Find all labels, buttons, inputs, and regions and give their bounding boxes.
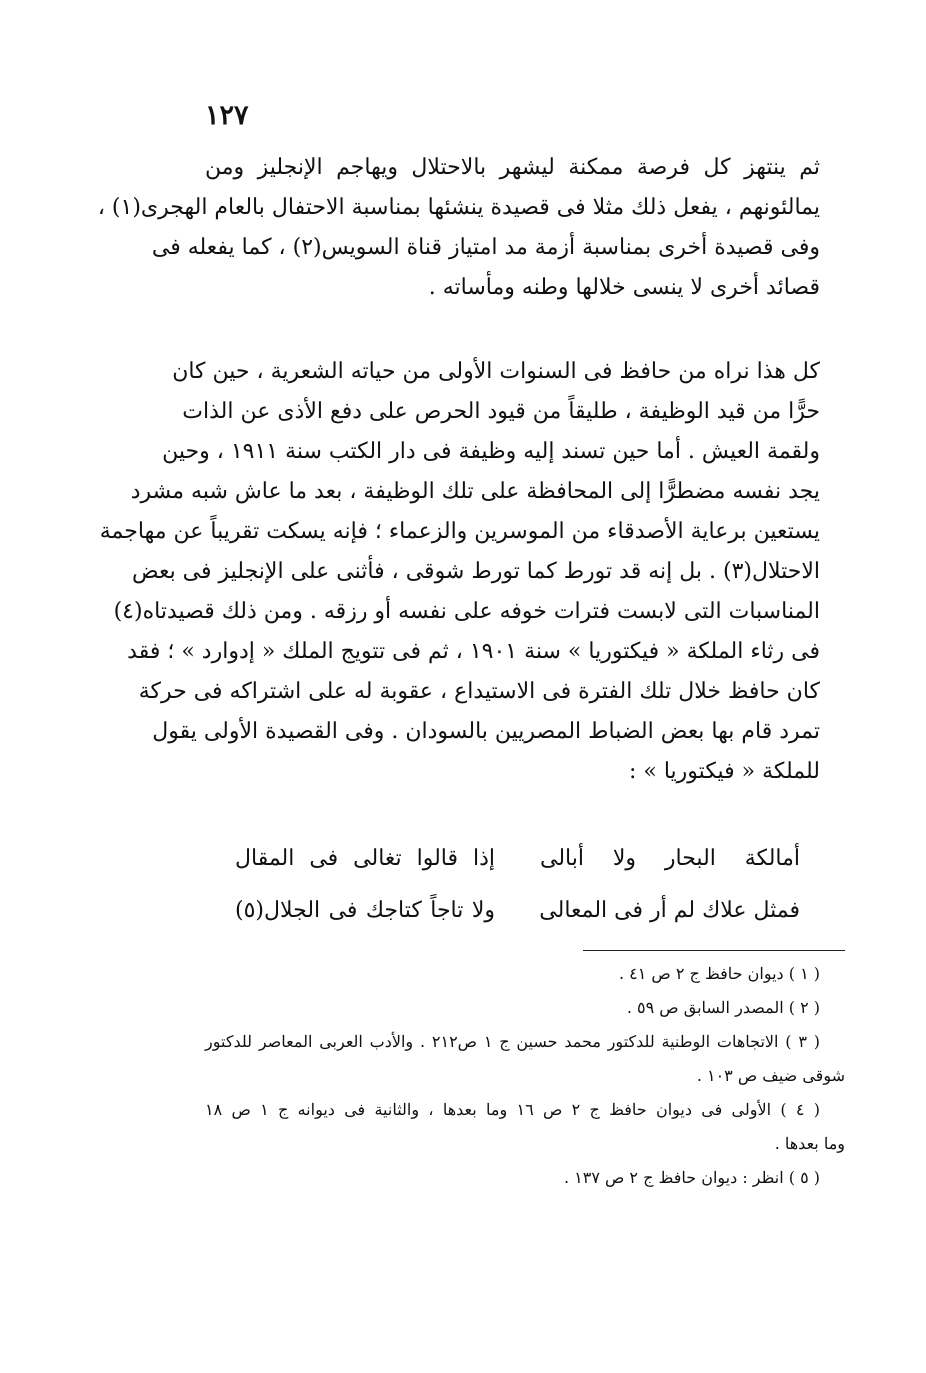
text-line: ولقمة العيش . أما حين تسند إليه وظيفة فى دار الكتب سنة ١٩١١ ، وحين — [162, 439, 820, 464]
text-line: يمالئونهم ، يفعل ذلك مثلا فى قصيدة ينشئها بمناسبة الاحتفال بالعام الهجرى(١) ، — [97, 195, 820, 220]
paragraph-2 — [99, 352, 820, 792]
verse-row — [235, 884, 800, 936]
footnote-divider — [583, 950, 845, 951]
verse-second-hemistich: إذا قالوا تغالى فى المقال — [235, 845, 495, 871]
footnote-3: ( ٣ ) الاتجاهات الوطنية للدكتور محمد حسين ج ١ ص٢١٢ . والأدب العربى المعاصر للدكتور — [205, 1032, 821, 1051]
footnote-5: ( ٥ ) انظر : ديوان حافظ ج ٢ ص ١٣٧ . — [563, 1168, 820, 1187]
text-line: كان حافظ خلال تلك الفترة فى الاستيداع ، عقوبة له على اشتراكه فى حركة — [138, 679, 820, 704]
verse-first-hemistich: فمثل علاك لم أر فى المعالى — [539, 897, 800, 923]
footnote-2: ( ٢ ) المصدر السابق ص ٥٩ . — [626, 998, 820, 1017]
text-line: يجد نفسه مضطرًّا إلى المحافظة على تلك الوظيفة ، بعد ما عاش شبه مشرد — [130, 479, 820, 504]
text-line: حرًّا من قيد الوظيفة ، طليقاً من قيود الحرص على دفع الأذى عن الذات — [182, 399, 820, 424]
text-line: وفى قصيدة أخرى بمناسبة أزمة مد امتياز قناة السويس(٢) ، كما يفعله فى — [151, 235, 820, 260]
text-line: قصائد أخرى لا ينسى خلالها وطنه ومأساته . — [428, 275, 820, 300]
verse-second-hemistich: ولا تاجاً كتاجك فى الجلال(٥) — [235, 897, 495, 923]
footnote-4: ( ٤ ) الأولى فى ديوان حافظ ج ٢ ص ١٦ وما بعدها ، والثانية فى ديوانه ج ١ ص ١٨ — [205, 1100, 821, 1119]
verse-row — [235, 832, 800, 884]
text-line: للملكة « فيكتوريا » : — [629, 759, 820, 784]
text-line: المناسبات التى لابست فترات خوفه على نفسه أو رزقه . ومن ذلك قصيدتاه(٤) — [113, 599, 820, 624]
footnote-4-continued: وما بعدها . — [774, 1134, 845, 1153]
text-line: فى رثاء الملكة « فيكتوريا » سنة ١٩٠١ ، ثم فى تتويج الملك « إدوارد » ؛ فقد — [127, 639, 820, 664]
footnote-1: ( ١ ) ديوان حافظ ج ٢ ص ٤١ . — [618, 964, 820, 983]
text-line: الاحتلال(٣) . بل إنه قد تورط كما تورط شوقى ، فأثنى على الإنجليز فى بعض — [132, 559, 820, 584]
poem-verses — [235, 832, 800, 936]
footnotes — [205, 957, 845, 1195]
paragraph-1 — [97, 148, 820, 308]
text-line: كل هذا نراه من حافظ فى السنوات الأولى من حياته الشعرية ، حين كان — [172, 359, 820, 384]
text-line: يستعين برعاية الأصدقاء من الموسرين والزعماء ؛ فإنه يسكت تقريباً عن مهاجمة — [99, 519, 820, 544]
page-number: ١٢٧ — [205, 100, 249, 131]
text-line: تمرد قام بها بعض الضباط المصريين بالسودان . وفى القصيدة الأولى يقول — [152, 719, 820, 744]
text-line: ثم ينتهز كل فرصة ممكنة ليشهر بالاحتلال ويهاجم الإنجليز ومن — [205, 155, 820, 180]
footnote-3-continued: شوقى ضيف ص ١٠٣ . — [696, 1066, 845, 1085]
verse-first-hemistich: أمالكة البحار ولا أبالى — [540, 845, 800, 871]
